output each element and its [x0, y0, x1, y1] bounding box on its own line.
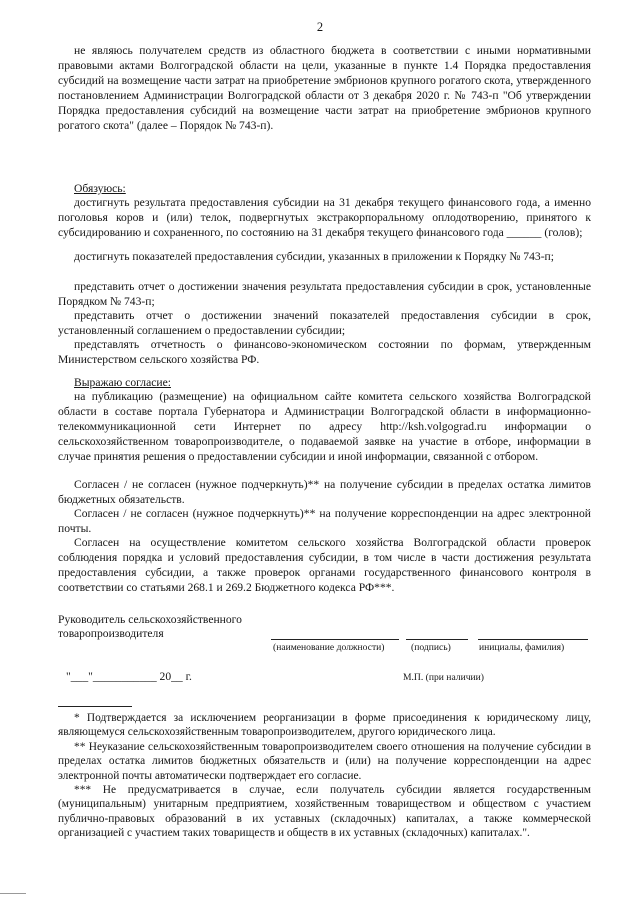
intro-paragraph: не являюсь получателем средств из областного бюджета в соответствии с иными нормативными правовыми актами Волгоградской области на цели, указанные в пункте 1.4 Порядка предоставления субсидий на возмещение части затрат на приобретение эмбрионов крупного рогатого скота, утвержденного постановлением Администрации Волгоградской области от 3 декабря 2020 г. № 743-п "Об утверждении Порядка предоставления субсидий на возмещение части затрат на приобретение эмбрионов крупного рогатого скота" (далее – Порядок № 743-п).	[58, 44, 591, 132]
consent-item-3: Согласен / не согласен (нужное подчеркнуть)** на получение корреспонденции на адрес электронной почты.	[58, 507, 591, 535]
obligation-item-1: достигнуть результата предоставления субсидии на 31 декабря текущего финансового года, а именно поголовья коров и (или) телок, подвергнутых экстракорпоральному оплодотворению, принятого к субсидированию и сохраненного, по состоянию на 31 декабря текущего финансового года ______ (голов);	[58, 196, 591, 239]
obligation-item-3: представить отчет о достижении значения результата предоставления субсидии в срок, установленные Порядком № 743-п;	[58, 280, 591, 308]
margin-mark	[0, 893, 26, 894]
position-line	[271, 639, 399, 640]
date-field: "___"___________ 20__ г.	[66, 670, 192, 683]
name-line	[478, 639, 588, 640]
consent-heading-text: Выражаю согласие:	[74, 376, 171, 389]
stamp-note: М.П. (при наличии)	[403, 672, 484, 683]
consent-item-2: Согласен / не согласен (нужное подчеркнуть)** на получение субсидии в пределах остатка лимитов бюджетных обязательств.	[58, 478, 591, 506]
obligation-item-4: представить отчет о достижении значений показателей предоставления субсидии в срок, установленный соглашением о предоставлении субсидии;	[58, 309, 591, 337]
footnote-separator	[58, 706, 132, 707]
consent-item-4: Согласен на осуществление комитетом сельского хозяйства Волгоградской области проверок соблюдения порядка и условий предоставления субсидии, в том числе в части достижения результата предоставления субсидии, а также проверок органами государственного финансового контроля в соответствии со статьями 268.1 и 269.2 Бюджетного кодекса РФ***.	[58, 536, 591, 594]
signature-line	[406, 639, 468, 640]
obligations-heading	[58, 182, 591, 197]
footnote-3: *** Не предусматривается в случае, если получатель субсидии является государственным (муниципальным) унитарным предприятием, хозяйственным товариществом и обществом с участием публично-правовых образований в их уставных (складочных) капиталах, а также коммерческой организацией с участием таких товариществ и обществ в их уставных (складочных) капиталах.".	[58, 784, 591, 839]
footnote-2: ** Неуказание сельскохозяйственным товаропроизводителем своего отношения на получение субсидии в пределах остатка лимитов бюджетных обязательств и (или) на получение корреспонденции на адрес электронной почты автоматически подтверждает его согласие.	[58, 741, 591, 782]
footnote-1: * Подтверждается за исключением реорганизации в форме присоединения к юридическому лицу, являющемуся сельскохозяйственным товаропроизводителем, другого юридического лица.	[58, 712, 591, 739]
consent-heading	[58, 376, 591, 391]
obligations-heading-text: Обязуюсь:	[74, 182, 126, 195]
page-number: 2	[316, 20, 324, 34]
caption-position: (наименование должности)	[273, 642, 385, 653]
head-title-line1: Руководитель сельскохозяйственного	[58, 613, 242, 626]
consent-item-1: на публикацию (размещение) на официальном сайте комитета сельского хозяйства Волгоградской области в составе портала Губернатора и Администрации Волгоградской области в информационно-телекоммуникационной сети Интернет по адресу http://ksh.volgograd.ru информации о сельскохозяйственном товаропроизводителе, о подаваемой заявке на участие в отборе, информации в случае принятия решения о предоставлении субсидии и иной информации, связанной с отбором.	[58, 390, 591, 463]
head-title-line2: товаропроизводителя	[58, 627, 164, 640]
obligation-item-2: достигнуть показателей предоставления субсидии, указанных в приложении к Порядку № 743-п;	[74, 250, 554, 263]
caption-signature: (подпись)	[411, 642, 451, 653]
caption-name: инициалы, фамилия)	[479, 642, 565, 653]
obligation-item-5: представлять отчетность о финансово-экономическом состоянии по формам, утвержденным Министерством сельского хозяйства РФ.	[58, 338, 591, 366]
